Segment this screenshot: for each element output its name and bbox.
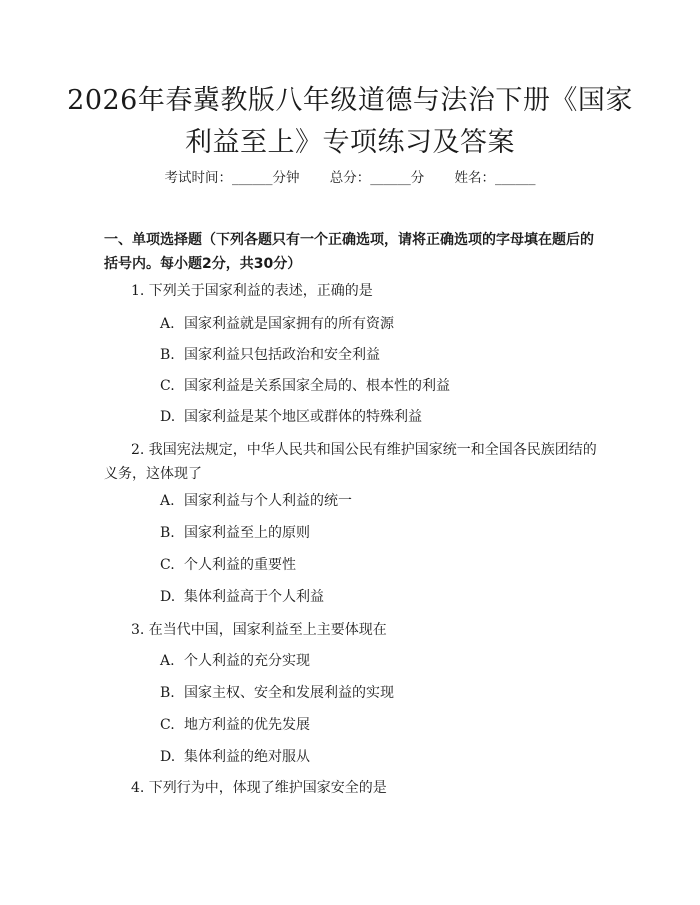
student-name: 姓名：______	[454, 170, 536, 186]
option-item	[160, 682, 394, 704]
option-text: 国家利益至上的原则	[184, 525, 310, 541]
option-text: 集体利益高于个人利益	[184, 589, 324, 605]
option-text: 国家利益与个人利益的统一	[184, 493, 352, 509]
option-item	[160, 714, 310, 736]
option-text: 个人利益的充分实现	[184, 653, 310, 669]
option-letter: B.	[160, 525, 175, 541]
option-item	[160, 406, 422, 428]
option-item	[160, 746, 310, 768]
option-text: 国家利益是某个地区或群体的特殊利益	[184, 409, 422, 425]
option-text: 地方利益的优先发展	[184, 717, 310, 733]
exam-meta	[0, 168, 700, 188]
option-letter: D.	[160, 749, 176, 765]
exam-time: 考试时间：______分钟	[164, 170, 300, 186]
option-letter: C.	[160, 717, 175, 733]
option-text: 个人利益的重要性	[184, 557, 296, 573]
question-stem: 4. 下列行为中，体现了维护国家安全的是	[131, 780, 387, 796]
option-text: 国家利益就是国家拥有的所有资源	[184, 316, 394, 332]
option-text: 国家主权、安全和发展利益的实现	[184, 685, 394, 701]
option-text: 集体利益的绝对服从	[184, 749, 310, 765]
total-score: 总分：______分	[329, 170, 425, 186]
option-item	[160, 650, 310, 672]
option-letter: B.	[160, 685, 175, 701]
option-letter: B.	[160, 347, 175, 363]
question-stem: 3. 在当代中国，国家利益至上主要体现在	[131, 622, 387, 638]
option-item	[160, 586, 324, 608]
document-title: 2026年春冀教版八年级道德与法治下册《国家利益至上》专项练习及答案	[67, 85, 633, 158]
option-item	[160, 344, 380, 366]
option-letter: A.	[160, 493, 175, 509]
option-letter: C.	[160, 378, 175, 394]
option-letter: D.	[160, 409, 176, 425]
section-heading: 一、单项选择题（下列各题只有一个正确选项，请将正确选项的字母填在题后的括号内。每小题2分，共30分）	[104, 232, 594, 272]
option-letter: A.	[160, 316, 175, 332]
option-item	[160, 522, 310, 544]
option-letter: D.	[160, 589, 176, 605]
option-text: 国家利益是关系国家全局的、根本性的利益	[184, 378, 450, 394]
option-text: 国家利益只包括政治和安全利益	[184, 347, 380, 363]
question-stem: 2. 我国宪法规定，中华人民共和国公民有维护国家统一和全国各民族团结的义务，这体现了	[104, 442, 597, 482]
option-item	[160, 313, 394, 335]
option-letter: A.	[160, 653, 175, 669]
option-item	[160, 554, 296, 576]
question-stem: 1. 下列关于国家利益的表述，正确的是	[131, 283, 373, 299]
option-letter: C.	[160, 557, 175, 573]
option-item	[160, 375, 450, 397]
option-item	[160, 490, 352, 512]
